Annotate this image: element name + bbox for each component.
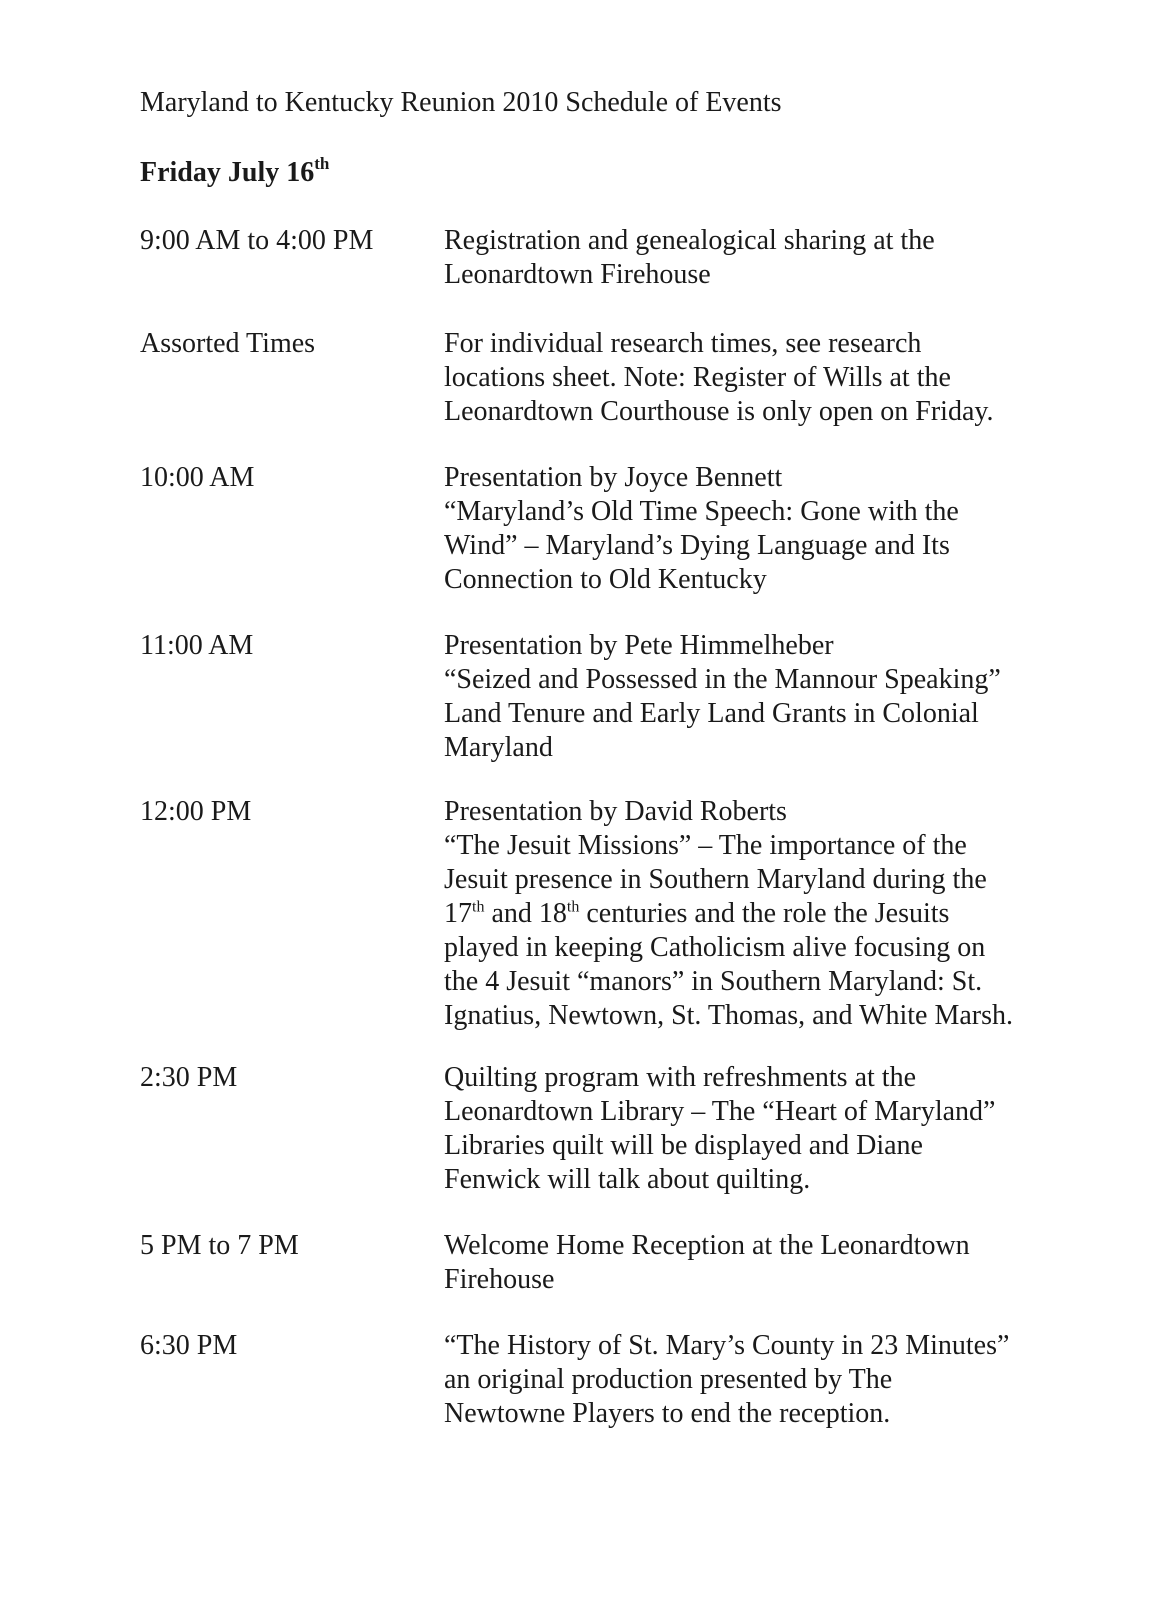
century-rest-text: centuries and the role the Jesuits: [579, 898, 950, 929]
event-time: 2:30 PM: [140, 1062, 238, 1093]
event-time: 5 PM to 7 PM: [140, 1230, 299, 1261]
day-heading: [140, 153, 330, 190]
day-heading-label: Friday July 16: [140, 157, 315, 188]
event-description: [444, 1061, 1064, 1197]
event-description-line: the 4 Jesuit “manors” in Southern Maryland: St.: [444, 966, 983, 997]
event-description-line: “The Jesuit Missions” – The importance of the: [444, 830, 967, 861]
event-description-line: Firehouse: [444, 1264, 555, 1295]
event-description-line: Leonardtown Courthouse is only open on Friday.: [444, 396, 994, 427]
event-time: 10:00 AM: [140, 462, 255, 493]
event-description: [444, 327, 1064, 429]
event-description: [444, 224, 1064, 292]
century-suffix: th: [472, 898, 485, 916]
event-time: 6:30 PM: [140, 1330, 238, 1361]
event-description-line: Libraries quilt will be displayed and Diane: [444, 1130, 923, 1161]
event-description: [444, 629, 1064, 765]
event-description-line: Connection to Old Kentucky: [444, 564, 767, 595]
event-description-line: Leonardtown Library – The “Heart of Maryland”: [444, 1096, 996, 1127]
century-suffix: th: [566, 898, 580, 916]
event-time: 12:00 PM: [140, 796, 252, 827]
event-description-line: Jesuit presence in Southern Maryland during the: [444, 864, 987, 895]
event-description-line: Presentation by David Roberts: [444, 796, 787, 827]
event-description-line: played in keeping Catholicism alive focusing on: [444, 932, 986, 963]
event-description-line: Ignatius, Newtown, St. Thomas, and White Marsh.: [444, 1000, 1014, 1031]
century-number: 17: [444, 898, 472, 929]
day-heading-suffix: th: [314, 153, 330, 173]
event-description-line: an original production presented by The: [444, 1364, 893, 1395]
event-description-line: Welcome Home Reception at the Leonardtown: [444, 1230, 970, 1261]
event-description-line: Registration and genealogical sharing at the: [444, 225, 935, 256]
event-time: 11:00 AM: [140, 630, 254, 661]
event-description: [444, 795, 1064, 1033]
event-description-line: “Seized and Possessed in the Mannour Speaking”: [444, 664, 1001, 695]
event-description: [444, 1329, 1064, 1431]
event-description-line: Presentation by Pete Himmelheber: [444, 630, 834, 661]
event-description-line: For individual research times, see research: [444, 328, 922, 359]
event-description-line: Newtowne Players to end the reception.: [444, 1398, 891, 1429]
document-title: Maryland to Kentucky Reunion 2010 Schedule of Events: [140, 87, 782, 118]
event-description-line: Fenwick will talk about quilting.: [444, 1164, 811, 1195]
event-description-line: Maryland: [444, 732, 553, 763]
event-description-line-centuries: [444, 897, 1064, 931]
event-time: Assorted Times: [140, 328, 316, 359]
event-description-line: Presentation by Joyce Bennett: [444, 462, 783, 493]
event-description-line: Quilting program with refreshments at the: [444, 1062, 916, 1093]
event-description-line: “Maryland’s Old Time Speech: Gone with the: [444, 496, 959, 527]
event-description-line: Wind” – Maryland’s Dying Language and Its: [444, 530, 950, 561]
event-description-line: locations sheet. Note: Register of Wills at the: [444, 362, 951, 393]
event-time: 9:00 AM to 4:00 PM: [140, 225, 374, 256]
century-middle-text: and 18: [484, 898, 567, 929]
event-description-line: Land Tenure and Early Land Grants in Colonial: [444, 698, 979, 729]
event-description-line: Leonardtown Firehouse: [444, 259, 711, 290]
event-description: [444, 1229, 1064, 1297]
event-description: [444, 461, 1064, 597]
event-description-line: “The History of St. Mary’s County in 23 Minutes”: [444, 1330, 1010, 1361]
